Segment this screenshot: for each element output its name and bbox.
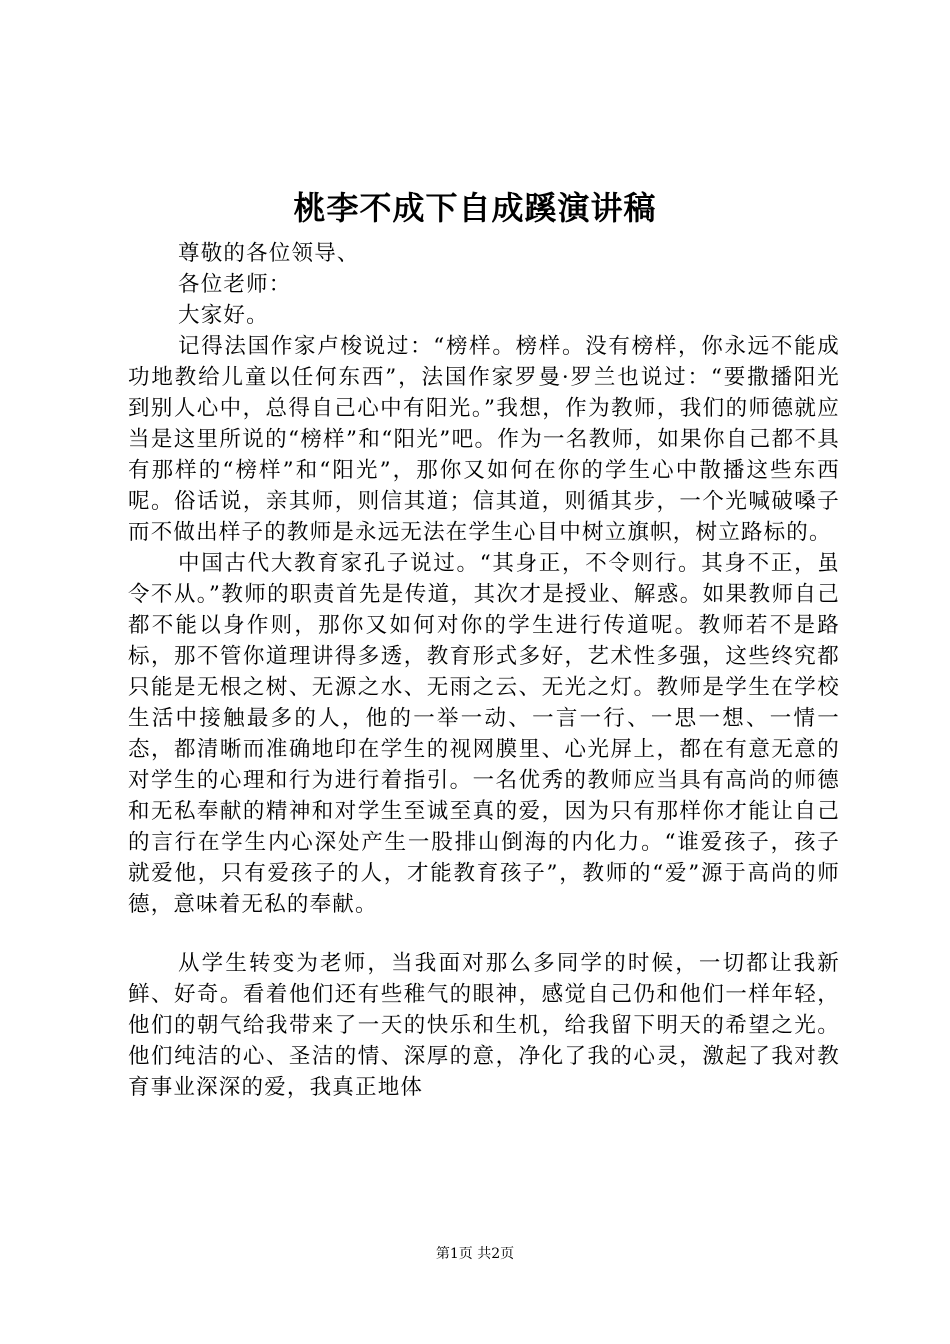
paragraph-role-model: 记得法国作家卢梭说过：“榜样。榜样。没有榜样，你永远不能成功地教给儿童以任何东西”，法国作家罗曼·罗兰也说过：“要撒播阳光到别人心中，总得自己心中有阳光。”我想，作为教师，我们的师德就应当是这里所说的“榜样”和“阳光”吧。作为一名教师，如果你自己都不具有那样的“榜样”和“阳光”，那你又如何在你的学生心中散播这些东西呢。俗话说，亲其师，则信其道；信其道，则循其步，一个光喊破嗓子而不做出样子的教师是永远无法在学生心目中树立旗帜，树立路标的。: [128, 334, 840, 545]
salutation-leaders: 尊敬的各位领导、: [178, 241, 360, 266]
page-number-footer: 第1页 共2页: [435, 1246, 515, 1262]
greeting: 大家好。: [178, 303, 269, 328]
paragraph-student-to-teacher: 从学生转变为老师，当我面对那么多同学的时候，一切都让我新鲜、好奇。看着他们还有些稚气的眼神，感觉自己仍和他们一样年轻，他们的朝气给我带来了一天的快乐和生机，给我留下明天的希望之光。他们纯洁的心、圣洁的情、深厚的意，净化了我的心灵，激起了我对教育事业深深的爱，我真正地体: [128, 951, 840, 1100]
document-body: [128, 238, 840, 1103]
document-title: 桃李不成下自成蹊演讲稿: [293, 189, 657, 227]
paragraph-confucius: 中国古代大教育家孔子说过。“其身正，不令则行。其身不正，虽令不从。”教师的职责首先是传道，其次才是授业、解惑。如果教师自己都不能以身作则，那你又如何对你的学生进行传道呢。教师若不是路标，那不管你道理讲得多透，教育形式多好，艺术性多强，这些终究都只能是无根之树、无源之水、无雨之云、无光之灯。教师是学生在学校生活中接触最多的人，他的一举一动、一言一行、一思一想、一情一态，都清晰而准确地印在学生的视网膜里、心光屏上，都在有意无意的对学生的心理和行为进行着指引。一名优秀的教师应当具有高尚的师德和无私奉献的精神和对学生至诚至真的爱，因为只有那样你才能让自己的言行在学生内心深处产生一股排山倒海的内化力。“谁爱孩子，孩子就爱他，只有爱孩子的人，才能教育孩子”，教师的“爱”源于高尚的师德，意味着无私的奉献。: [128, 551, 840, 917]
salutation-teachers: 各位老师：: [178, 272, 292, 297]
